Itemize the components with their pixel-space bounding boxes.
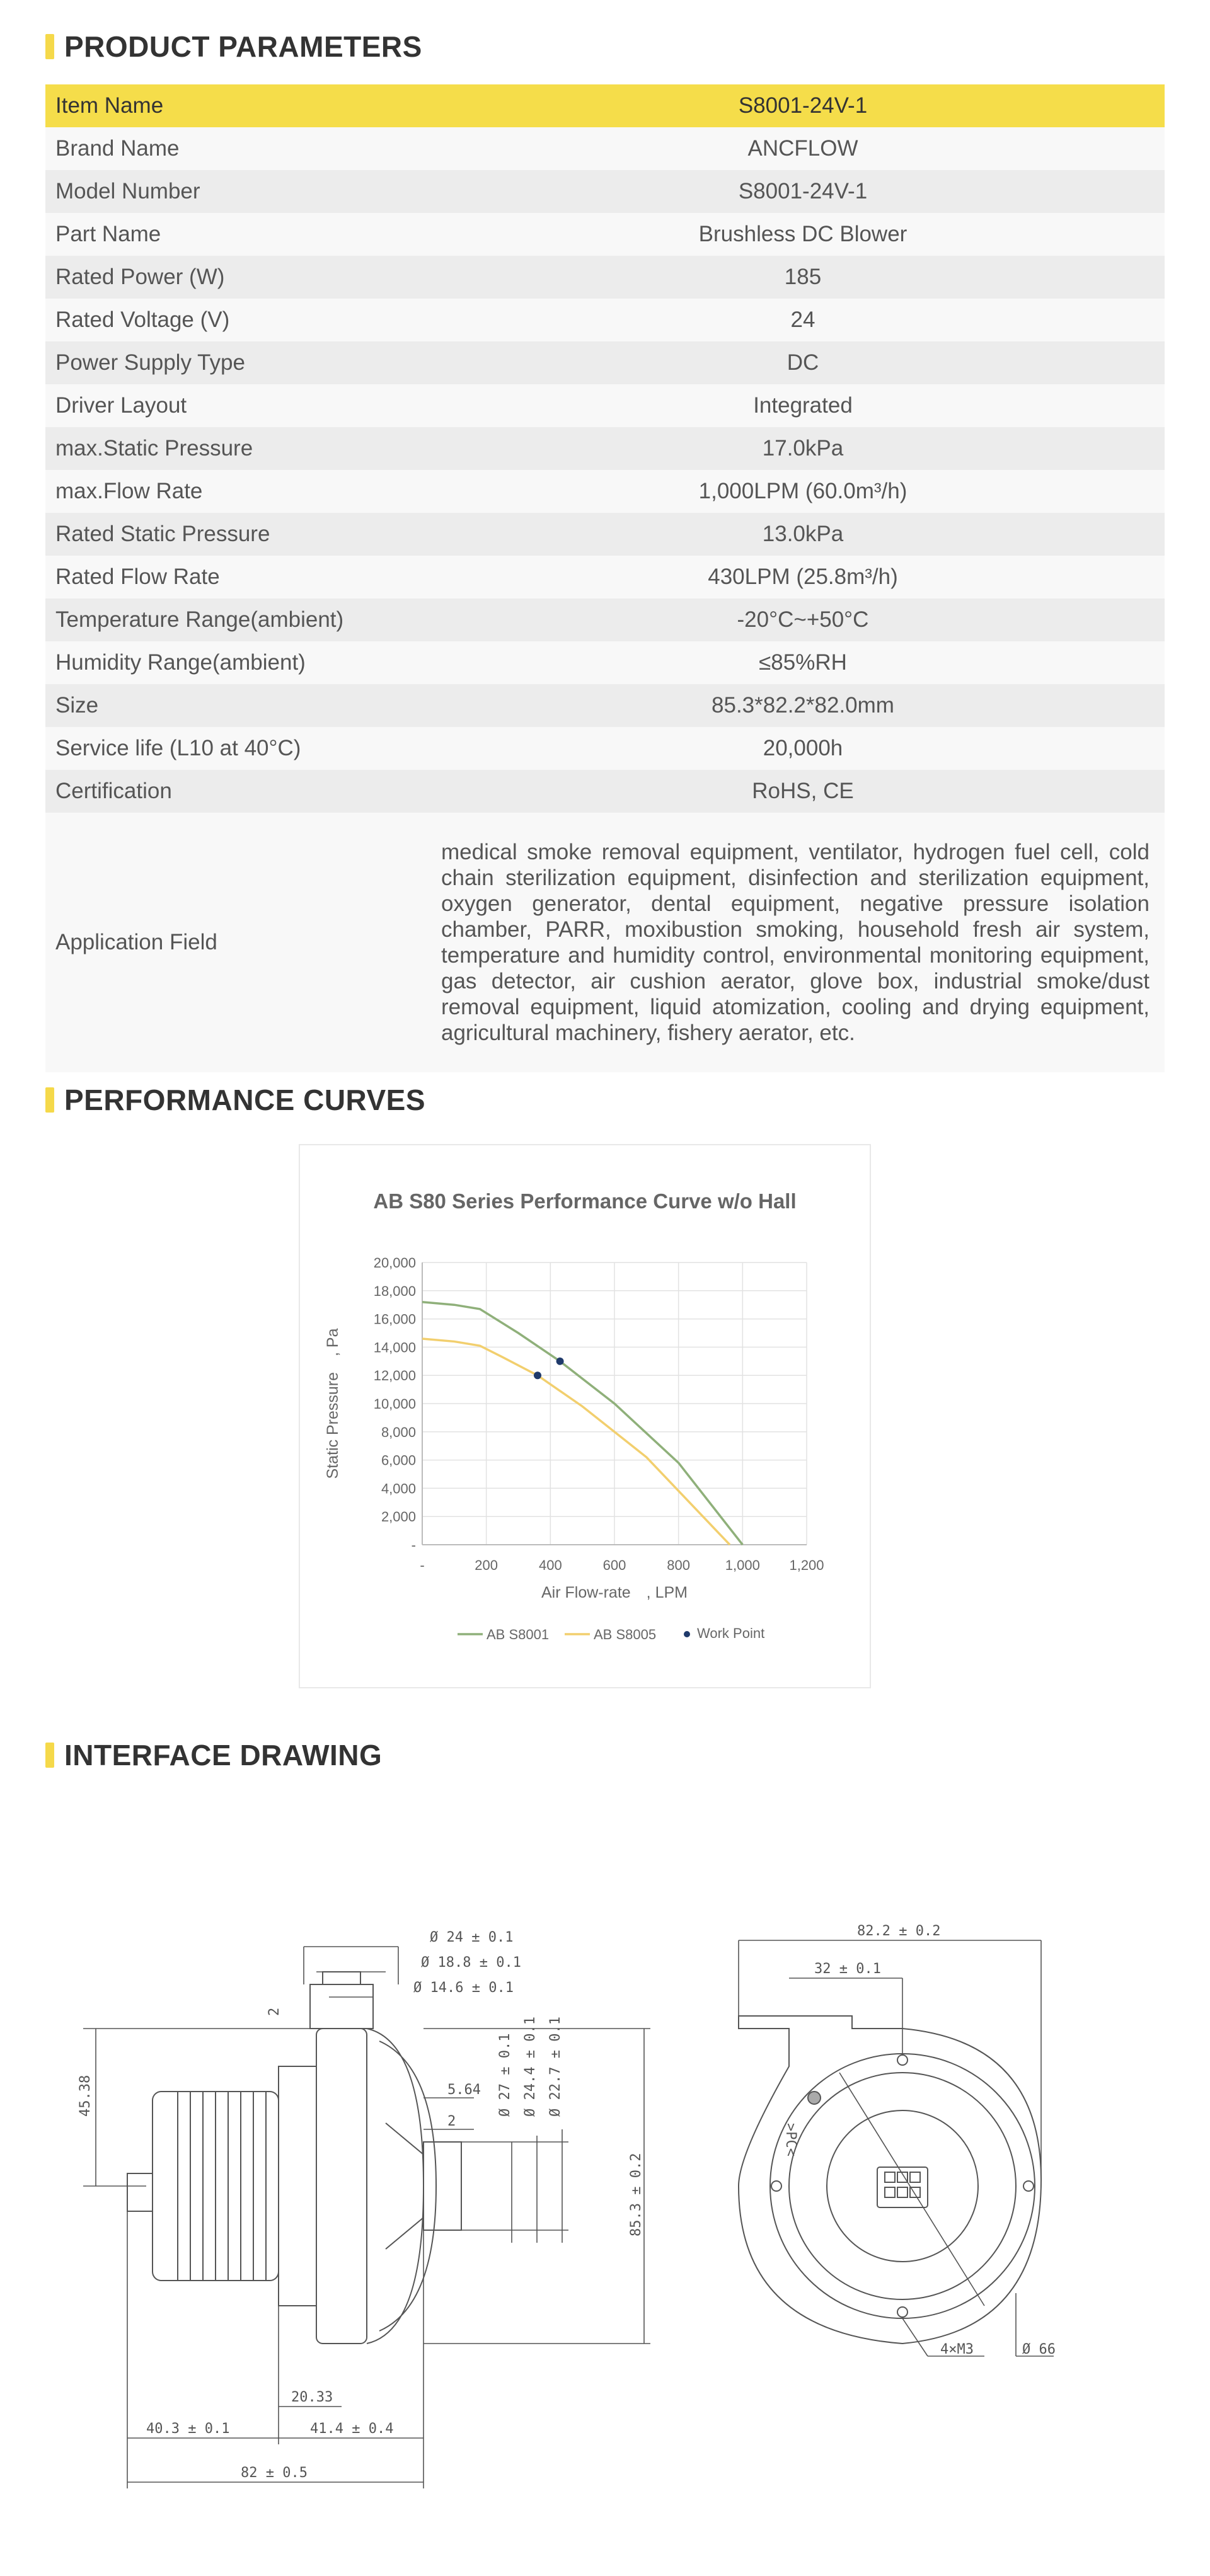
svg-text:4×M3: 4×M3 [940,2342,974,2357]
y-tick-label: 20,000 [373,1255,416,1271]
param-key: Item Name [45,84,441,127]
legend-label: Work Point [697,1625,765,1641]
param-value: 24 [441,299,1165,341]
y-tick-label: 8,000 [381,1424,416,1440]
param-key: Application Field [45,813,441,1072]
svg-text:2: 2 [447,2114,456,2129]
svg-text:82 ± 0.5: 82 ± 0.5 [241,2465,308,2481]
interface-drawing [45,1802,1066,2520]
svg-text:Ø 22.7 ± 0.1: Ø 22.7 ± 0.1 [548,2017,563,2117]
legend-label: AB S8001 [487,1627,550,1642]
svg-text:Ø 14.6 ± 0.1: Ø 14.6 ± 0.1 [413,1980,514,1996]
x-tick-label: 600 [602,1557,626,1573]
svg-text:Ø 24 ± 0.1: Ø 24 ± 0.1 [430,1930,514,1945]
x-tick-label: 400 [538,1557,562,1573]
param-key: Rated Flow Rate [45,556,441,598]
svg-text:Ø 27 ± 0.1: Ø 27 ± 0.1 [497,2033,513,2117]
table-row [45,513,1165,556]
front-housing [739,2016,1041,2344]
param-key: Part Name [45,213,441,256]
param-value: 13.0kPa [441,513,1165,556]
param-key: Brand Name [45,127,441,170]
svg-text:41.4 ± 0.4: 41.4 ± 0.4 [310,2421,394,2437]
param-key: Driver Layout [45,384,441,427]
y-tick-label: 6,000 [381,1452,416,1468]
param-value: ≤85%RH [441,641,1165,684]
table-row [45,170,1165,213]
performance-chart [299,1144,871,1688]
svg-text:>PC<: >PC< [783,2123,798,2156]
param-value: Brushless DC Blower [441,213,1165,256]
param-value: S8001-24V-1 [441,170,1165,213]
param-key: Certification [45,770,441,813]
param-key: max.Static Pressure [45,427,441,470]
outlet-nozzle [424,2142,461,2230]
y-tick-label: 12,000 [373,1368,416,1384]
param-key: Rated Static Pressure [45,513,441,556]
y-axis-label: Static Pressure , Pa [324,1328,342,1479]
mount-plate [279,2066,316,2306]
legend-swatch-workpoint [684,1631,690,1637]
param-value: DC [441,341,1165,384]
blower-front-view [739,1923,1056,2357]
x-tick-label: - [420,1557,425,1573]
table-row [45,641,1165,684]
parameters-table [45,84,1165,1072]
param-key: Size [45,684,441,727]
table-row-application [45,813,1165,1072]
param-value: 430LPM (25.8m³/h) [441,556,1165,598]
svg-text:5.64: 5.64 [447,2082,481,2098]
param-value: medical smoke removal equipment, ventilator, hydrogen fuel cell, cold chain sterilization equipment, disinfection and sterilization equipment, oxygen generator, dental equipment, negative pressure isolation chamber, PARR, moxibustion smoking, household fresh air system, temperature and humidity control, environmental monitoring equipment, gas detector, air cushion aerator, glove box, industrial smoke/dust removal equipment, liquid atomization, cooling and drying equipment, agricultural machinery, fishery aerator, etc. [441,813,1165,1072]
y-tick-label: - [411,1537,416,1553]
table-row [45,556,1165,598]
table-row [45,299,1165,341]
table-row [45,384,1165,427]
param-value: S8001-24V-1 [441,84,1165,127]
param-value: 1,000LPM (60.0m³/h) [441,470,1165,513]
param-value: 85.3*82.2*82.0mm [441,684,1165,727]
svg-text:Ø 24.4 ± 0.1: Ø 24.4 ± 0.1 [522,2017,538,2117]
param-key: Model Number [45,170,441,213]
section-title-text: PRODUCT PARAMETERS [64,30,422,63]
x-tick-label: 1,000 [725,1557,760,1573]
y-tick-label: 14,000 [373,1339,416,1356]
param-key: Power Supply Type [45,341,441,384]
svg-text:Ø 18.8 ± 0.1: Ø 18.8 ± 0.1 [421,1955,521,1971]
section-title-drawing [45,1737,382,1773]
y-tick-label: 10,000 [373,1396,416,1412]
svg-text:20.33: 20.33 [291,2390,333,2405]
title-accent-bar [45,1743,54,1768]
param-key: Rated Power (W) [45,256,441,299]
legend-label: AB S8005 [594,1627,657,1642]
param-value: RoHS, CE [441,770,1165,813]
section-title-parameters [45,29,422,64]
section-title-text: PERFORMANCE CURVES [64,1084,425,1116]
param-value: -20°C~+50°C [441,598,1165,641]
table-row [45,341,1165,384]
param-value: 20,000h [441,727,1165,770]
svg-text:45.38: 45.38 [78,2075,93,2117]
table-row [45,727,1165,770]
table-row [45,470,1165,513]
y-tick-label: 18,000 [373,1283,416,1299]
svg-text:85.3 ± 0.2: 85.3 ± 0.2 [628,2153,644,2236]
work-point [556,1358,564,1365]
table-row [45,256,1165,299]
y-tick-label: 2,000 [381,1509,416,1525]
param-value: 185 [441,256,1165,299]
svg-text:40.3 ± 0.1: 40.3 ± 0.1 [146,2421,230,2437]
title-accent-bar [45,1087,54,1113]
table-row [45,598,1165,641]
param-value: ANCFLOW [441,127,1165,170]
title-accent-bar [45,34,54,59]
blower-side-view [78,1930,650,2488]
svg-text:Ø 66: Ø 66 [1022,2342,1056,2357]
param-key: Temperature Range(ambient) [45,598,441,641]
x-tick-label: 200 [475,1557,498,1573]
param-value: 17.0kPa [441,427,1165,470]
series-line-ab-s8005 [422,1339,730,1545]
param-key: Humidity Range(ambient) [45,641,441,684]
y-tick-label: 4,000 [381,1480,416,1497]
section-title-curves [45,1082,425,1118]
performance-chart-svg [300,1145,870,1687]
table-row [45,770,1165,813]
svg-text:82.2 ± 0.2: 82.2 ± 0.2 [857,1923,941,1939]
chart-title: AB S80 Series Performance Curve w/o Hall [373,1189,797,1213]
section-title-text: INTERFACE DRAWING [64,1739,383,1772]
inlet-neck [310,1984,373,2029]
work-point [534,1371,541,1379]
volute-back [316,2029,367,2344]
x-tick-label: 800 [667,1557,691,1573]
param-value: Integrated [441,384,1165,427]
y-tick-label: 16,000 [373,1311,416,1327]
svg-text:32 ± 0.1: 32 ± 0.1 [814,1961,881,1977]
svg-text:2: 2 [267,2007,282,2016]
param-key: Rated Voltage (V) [45,299,441,341]
table-row [45,684,1165,727]
param-key: max.Flow Rate [45,470,441,513]
table-row [45,213,1165,256]
x-tick-label: 1,200 [789,1557,824,1573]
table-row [45,427,1165,470]
table-row [45,127,1165,170]
param-key: Service life (L10 at 40°C) [45,727,441,770]
x-axis-label: Air Flow-rate , LPM [541,1584,688,1601]
table-header-row [45,84,1165,127]
connector-stub [127,2173,153,2211]
